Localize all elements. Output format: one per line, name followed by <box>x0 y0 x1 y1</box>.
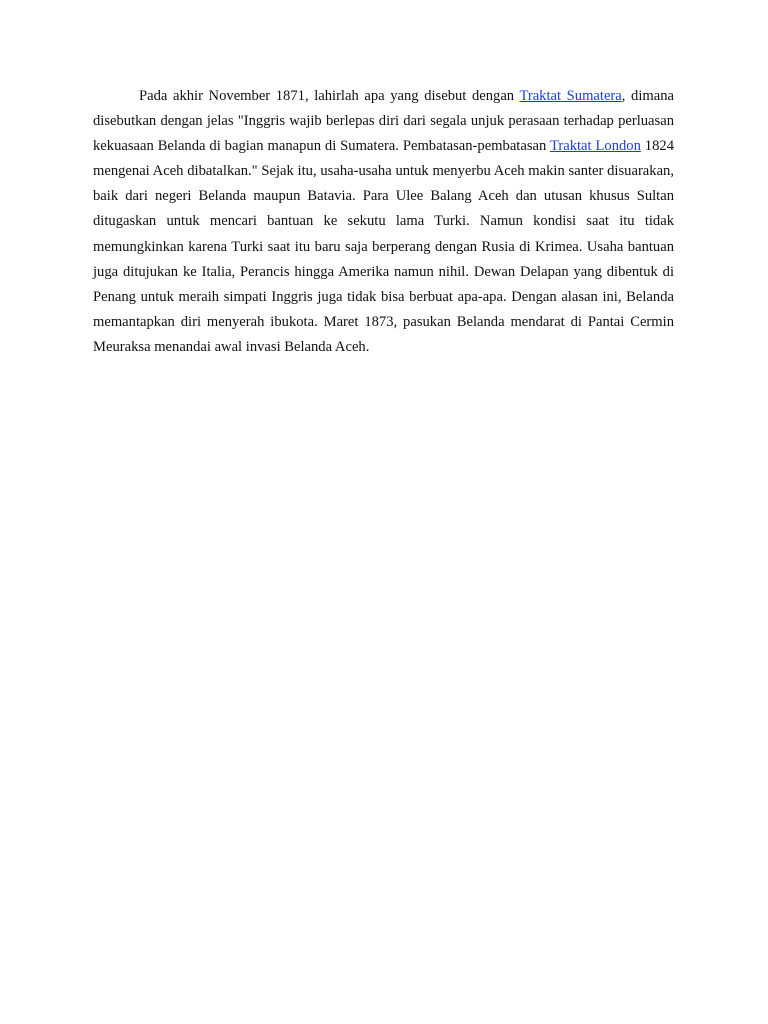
paragraph-text-segment-1: Pada akhir November 1871, lahirlah apa yang disebut dengan <box>139 88 520 104</box>
body-paragraph <box>93 84 674 360</box>
link-traktat-london[interactable]: Traktat London <box>549 138 641 155</box>
paragraph-text-segment-3: 1824 mengenai Aceh dibatalkan." Sejak itu, usaha-usaha untuk menyerbu Aceh makin santer disuarakan, baik dari negeri Belanda maupun Batavia. Para Ulee Balang Aceh dan utusan khusus Sultan ditugaskan untuk mencari bantuan ke sekutu lama Turki. Namun kondisi saat itu tidak memungkinkan karena Turki saat itu baru saja berperang dengan Rusia di Krimea. Usaha bantuan juga ditujukan ke Italia, Perancis hingga Amerika namun nihil. Dewan Delapan yang dibentuk di Penang untuk meraih simpati Inggris juga tidak bisa berbuat apa-apa. Dengan alasan ini, Belanda memantapkan diri menyerah ibukota. Maret 1873, pasukan Belanda mendarat di Pantai Cermin Meuraksa menandai awal invasi Belanda Aceh. <box>93 138 674 355</box>
paragraph-text-segment-2: , dimana disebutkan dengan jelas "Inggris wajib berlepas diri dari segala unjuk perasaan terhadap perluasan kekuasaan Belanda di bagian manapun di Sumatera. Pembatasan-pembatasan <box>93 88 674 155</box>
link-traktat-sumatera[interactable]: Traktat Sumatera <box>519 88 622 104</box>
